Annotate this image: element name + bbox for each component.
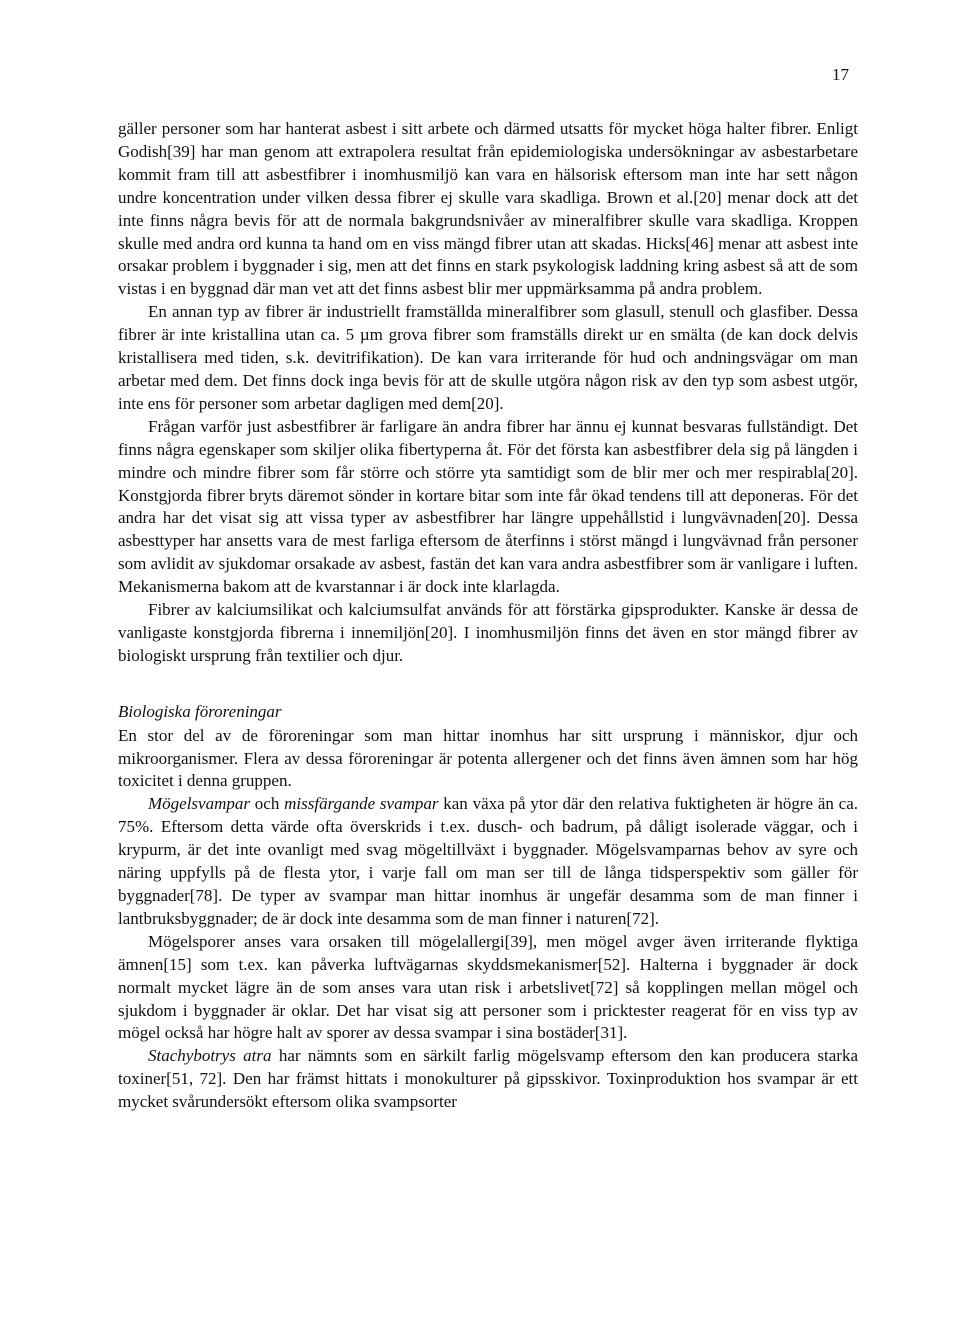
term-mogelsvampar: Mögelsvampar — [148, 794, 250, 814]
paragraph-mold-fungi — [118, 793, 858, 930]
text-segment: och — [249, 794, 285, 814]
text-segment: har nämnts som en särkilt farlig mögelsvamp eftersom den kan producera starka toxiner[51, 72]. Den har främst hittats i monokulturer på gipsskivor. Toxinproduktion hos svampar är ett mycket svårundersökt eftersom olika svampsorter — [118, 1046, 859, 1112]
paragraph-stachybotrys — [118, 1045, 858, 1114]
paragraph-mold-spores: Mögelsporer anses vara orsaken till mögelallergi[39], men mögel avger även irriterande flyktiga ämnen[15] som t.ex. kan påverka luftvägarnas skyddsmekanismer[52]. Halterna i byggnader är dock normalt mycket lägre än de som anses vara utan risk i arbetslivet[72] så kopplingen mellan mögel och sjukdom i byggnader är oklar. Det har visat sig att personer som i pricktester reagerat för en viss typ av mögel också har högre halt av sporer av dessa svampar i sina bostäder[31]. — [118, 931, 858, 1043]
page-number: 17 — [832, 65, 849, 84]
section-heading: Biologiska föroreningar — [118, 701, 282, 721]
paragraph-calcium-fibers: Fibrer av kalciumsilikat och kalciumsulfat används för att förstärka gipsprodukter. Kanske är dessa de vanligaste konstgjorda fibrerna i innemiljön[20]. I inomhusmiljön finns det även en stor mängd fibrer av biologiskt ursprung från textilier och djur. — [118, 600, 858, 665]
paragraph-asbest-danger: Frågan varför just asbestfibrer är farligare än andra fibrer har ännu ej kunnat besvaras fullständigt. Det finns några egenskaper som skiljer olika fibertyperna åt. För det första kan asbestfibrer dela sig på längden i mindre och mindre fibrer som får större och större yta samtidigt som de blir mer och mer respirabla[20]. Konstgjorda fibrer bryts däremot sönder in kortare bitar som inte får ökad tendens till att deponeras. För det andra har det visat sig att vissa typer av asbestfibrer har längre uppehållstid i lungvävnaden[20]. Dessa asbesttyper har ansetts vara de mest farliga eftersom de återfinns i störst mängd i lungvävnad från personer som avlidit av sjukdomar orsakade av asbest, fastän det kan vara andra asbestfibrer som är vanligare i luften. Mekanismerna bakom att de kvarstannar i är dock inte klarlagda. — [118, 416, 858, 597]
body-text — [118, 118, 858, 1114]
term-missfargande-svampar: missfärgande svampar — [284, 794, 439, 814]
text-segment: kan växa på ytor där den relativa fuktigheten är högre än ca. 75%. Eftersom detta värde ofta överskrids i t.ex. dusch- och badrum, på dåligt isolerade väggar, och i krypurm, är det inte ovanligt med svag mögeltillväxt i byggnader. Mögelsvamparnas behov av syre och näring uppfylls på de flesta ytor, i varje fall om man ser till de långa tidsperspektiv som gäller för byggnader[78]. De typer av svampar man hittar inomhus är ungefär desamma som de man finner i lantbruksbyggnader; de är dock inte desamma som de man finner i naturen[72]. — [118, 794, 858, 928]
term-stachybotrys-atra: Stachybotrys atra — [148, 1046, 272, 1066]
paragraph-biological-intro: En stor del av de föroreningar som man hittar inomhus har sitt ursprung i människor, djur och mikroorganismer. Flera av dessa föroreningar är potenta allergener och det finns även ämnen som har hög toxicitet i denna gruppen. — [118, 725, 858, 791]
paragraph-mineral-fibers: En annan typ av fibrer är industriellt framställda mineralfibrer som glasull, stenull och glasfiber. Dessa fibrer är inte kristallina utan ca. 5 µm grova fibrer som framställs direkt ur en smälta (de kan dock delvis kristallisera med tiden, s.k. devitrifikation). De kan vara irriterande för hud och andningsvägar om man arbetar med dem. Det finns dock inga bevis för att de skulle utgöra någon risk av den typ som asbest utgör, inte ens för personer som arbetar dagligen med dem[20]. — [118, 302, 858, 413]
paragraph-asbest-risk: gäller personer som har hanterat asbest i sitt arbete och därmed utsatts för mycket höga halter fibrer. Enligt Godish[39] har man genom att extrapolera resultat från epidemiologiska undersökningar av asbestarbetare kommit fram till att asbestfibrer i inomhusmiljö kan vara en hälsorisk eftersom man inte har sett någon undre koncentration under vilken dessa fibrer ej skulle vara skadliga. Brown et al.[20] menar dock att det inte finns några bevis för att de normala bakgrundsnivåer av mineralfibrer skulle vara skadliga. Kroppen skulle med andra ord kunna ta hand om en viss mängd fibrer utan att skadas. Hicks[46] menar att asbest inte orsakar problem i byggnader i sig, men att det finns en stark psykologisk laddning kring asbest så att de som vistas i en byggnad där man vet att det finns asbest blir mer uppmärksamma på andra problem. — [118, 119, 858, 299]
